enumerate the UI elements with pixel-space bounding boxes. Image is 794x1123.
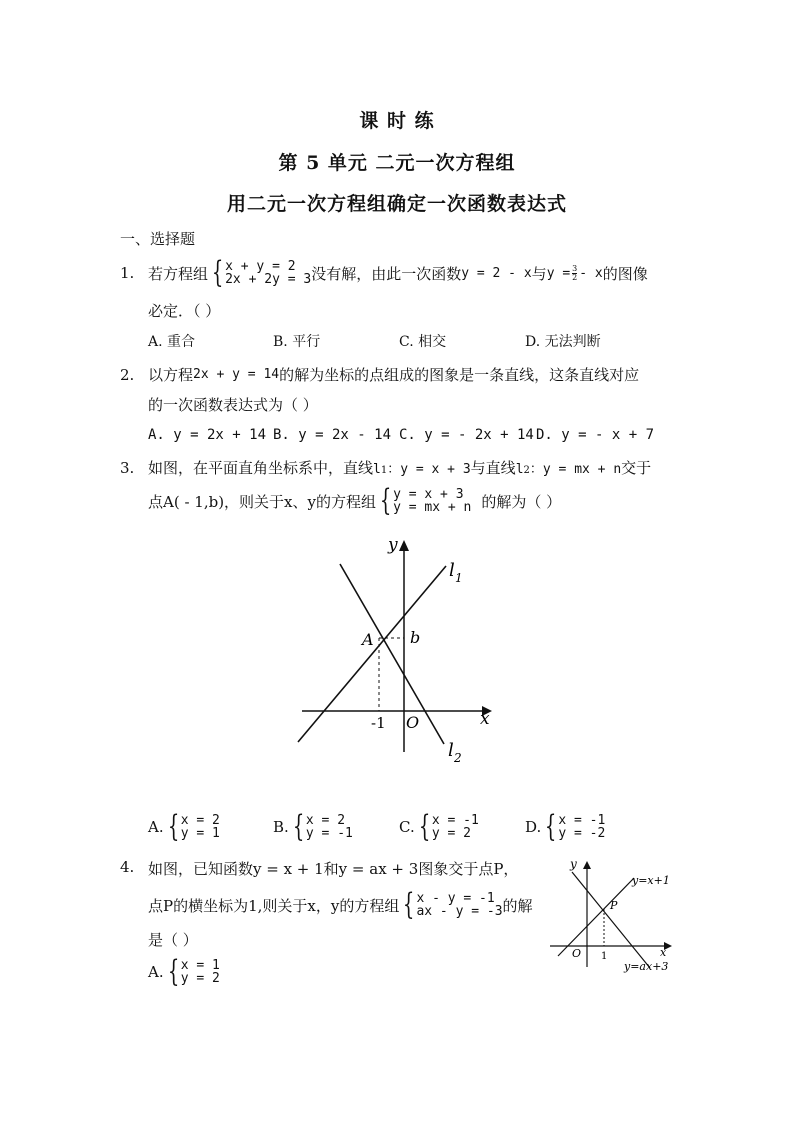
q4-x-label: x	[660, 946, 667, 959]
q2-option-c[interactable]: C. y = - 2x + 14	[399, 427, 534, 443]
q3-number: 3.	[120, 459, 135, 477]
q3-option-d-row2: y = -2	[558, 826, 606, 841]
q1-and: 与	[531, 264, 547, 283]
brace-icon: {	[403, 887, 415, 922]
worksheet-title: 课 时 练	[359, 110, 435, 132]
q1-function1: y = 2 - x	[461, 265, 532, 281]
brace-icon: {	[418, 809, 430, 844]
q3-with: 与直线	[470, 459, 516, 477]
q1-fraction	[572, 265, 577, 282]
brace-icon: {	[167, 809, 179, 844]
q1-frac-den: 2	[572, 272, 578, 282]
q1-sys-row1: x + y = 2	[225, 259, 296, 274]
q4-point-p: P	[610, 899, 618, 912]
q1-frac-num: 3	[572, 263, 578, 273]
q3-y-label: y	[388, 535, 398, 555]
q3-option-b-row2: y = -1	[305, 826, 353, 841]
q3-option-a-system	[164, 809, 220, 844]
q4-line1: 如图，已知函数y = x + 1和y = ax + 3图象交于点P，	[148, 860, 519, 878]
q3-b-label: b	[410, 628, 421, 647]
q4-tick-1-label: 1	[601, 951, 608, 962]
q3-option-c-system	[415, 809, 479, 844]
q1-option-b[interactable]: B. 平行	[273, 334, 321, 350]
q3-option-a-row2: y = 1	[180, 826, 220, 841]
q4-sys-row2: ax - y = -3	[416, 904, 503, 919]
q4-sys-row1: x - y = -1	[416, 891, 495, 906]
q2-option-d[interactable]: D. y = - x + 7	[536, 427, 655, 443]
q3-option-c-label: C.	[399, 818, 415, 836]
q4-option-a-label: A.	[148, 963, 164, 981]
q1-line1	[120, 255, 648, 290]
q3-l2-name: l	[515, 462, 524, 477]
q3-text-c: 点A( - 1,b)，则关于x、y的方程组	[148, 492, 376, 511]
q3-sys-row2: y = mx + n	[393, 500, 472, 515]
q3-option-c-row1: x = -1	[431, 813, 479, 828]
q3-neg1-label: -1	[371, 714, 386, 732]
brace-icon: {	[545, 809, 557, 844]
q2-number: 2.	[120, 365, 135, 384]
q3-option-b[interactable]	[273, 809, 353, 844]
q4-option-a-row1: x = 1	[180, 958, 220, 973]
q4-option-a-system	[164, 954, 220, 989]
q3-option-d[interactable]	[525, 809, 606, 844]
q3-option-a-label: A.	[148, 818, 164, 836]
q4-option-a-row2: y = 2	[180, 971, 220, 986]
q3-l2-sub: 2	[523, 465, 530, 476]
brace-icon: {	[379, 483, 392, 518]
q1-function2-a: y =	[546, 265, 571, 281]
q3-option-b-system	[289, 809, 353, 844]
q3-l1-name: l	[373, 462, 381, 477]
q1-line2: 必定．（ ）	[148, 302, 221, 320]
q4-line3: 是（ ）	[148, 931, 198, 949]
brace-icon: {	[292, 809, 305, 844]
q3-option-b-label: B.	[273, 818, 289, 836]
q3-origin-label: O	[406, 713, 420, 732]
q3-line1	[120, 457, 651, 478]
q3-l2-sub-label: 2	[454, 751, 462, 765]
q4-origin-label: O	[572, 947, 582, 960]
brace-icon: {	[211, 255, 224, 290]
q3-x-label: x	[480, 709, 490, 729]
q1-option-a[interactable]: A. 重合	[148, 334, 196, 350]
q4-line2	[148, 887, 533, 922]
q3-point-a: A	[362, 630, 374, 649]
q3-system	[376, 483, 472, 518]
q3-option-a[interactable]	[148, 809, 220, 844]
q4-text-b: 的解	[502, 896, 533, 915]
q3-y-arrow-icon	[399, 540, 409, 551]
q3-option-d-row1: x = -1	[558, 813, 606, 828]
q3-option-c-row2: y = 2	[431, 826, 471, 841]
q1-system	[208, 255, 312, 290]
q4-line-a-label: y=x+1	[632, 874, 670, 887]
q4-figure	[548, 852, 678, 978]
q3-l2-eq: ：y = mx + n	[529, 462, 622, 477]
q1-number: 1.	[120, 264, 135, 282]
q3-text-d: 的解为（ ）	[481, 492, 562, 511]
q3-text-b: 交于	[621, 459, 652, 477]
q3-figure	[290, 530, 510, 770]
q3-text-a: 如图，在平面直角坐标系中，直线	[148, 459, 374, 477]
q4-number: 4.	[120, 858, 135, 876]
q1-option-c[interactable]: C. 相交	[399, 334, 447, 350]
q2-text-a: 以方程	[148, 366, 194, 384]
q4-system	[399, 887, 503, 922]
q3-l1-sub: 1	[380, 465, 388, 476]
q2-option-a[interactable]: A. y = 2x + 14	[148, 427, 267, 443]
q3-line2	[148, 483, 562, 518]
q4-y-label: y	[570, 857, 577, 871]
q4-text-a: 点P的横坐标为1,则关于x，y的方程组	[148, 896, 400, 915]
q1-text-mid: 没有解，由此一次函数	[311, 264, 462, 283]
q1-sys-row2: 2x + 2y = 3	[225, 272, 312, 287]
q3-l1-label: l	[449, 560, 455, 581]
q2-line2: 的一次函数表达式为（ ）	[148, 396, 318, 414]
q3-line-l2	[340, 564, 444, 744]
q3-option-a-row1: x = 2	[180, 813, 220, 828]
q4-y-arrow-icon	[583, 861, 591, 869]
q4-line-x-plus-1	[558, 878, 634, 956]
q2-line1	[120, 364, 639, 385]
brace-icon: {	[167, 954, 179, 989]
unit-title: 第 5 单元 二元一次方程组	[278, 152, 516, 174]
q4-option-a[interactable]	[148, 954, 220, 989]
q2-option-b[interactable]: B. y = 2x - 14	[273, 427, 392, 443]
q1-function2-b: - x	[579, 265, 603, 281]
q3-l1-sub-label: 1	[455, 571, 463, 585]
q1-text-post: 的图像	[602, 264, 648, 283]
q1-option-d[interactable]: D. 无法判断	[525, 334, 601, 350]
q1-text-pre: 若方程组	[148, 264, 209, 283]
q2-equation: 2x + y = 14	[193, 367, 280, 382]
q2-text-b: 的解为坐标的点组成的图象是一条直线，这条直线对应	[279, 366, 640, 384]
section-heading: 一、选择题	[120, 230, 196, 248]
q3-l1-eq: ：y = x + 3	[387, 462, 471, 477]
q3-l2-label: l	[448, 740, 454, 761]
q4-line-b-label: y=ax+3	[624, 960, 669, 973]
q3-option-c[interactable]	[399, 809, 479, 844]
q3-option-d-label: D.	[525, 818, 542, 836]
q4-line1-wrap	[120, 858, 518, 879]
q3-sys-row1: y = x + 3	[393, 487, 464, 502]
q3-option-b-row1: x = 2	[305, 813, 346, 828]
q3-option-d-system	[541, 809, 606, 844]
lesson-title: 用二元一次方程组确定一次函数表达式	[226, 193, 567, 215]
